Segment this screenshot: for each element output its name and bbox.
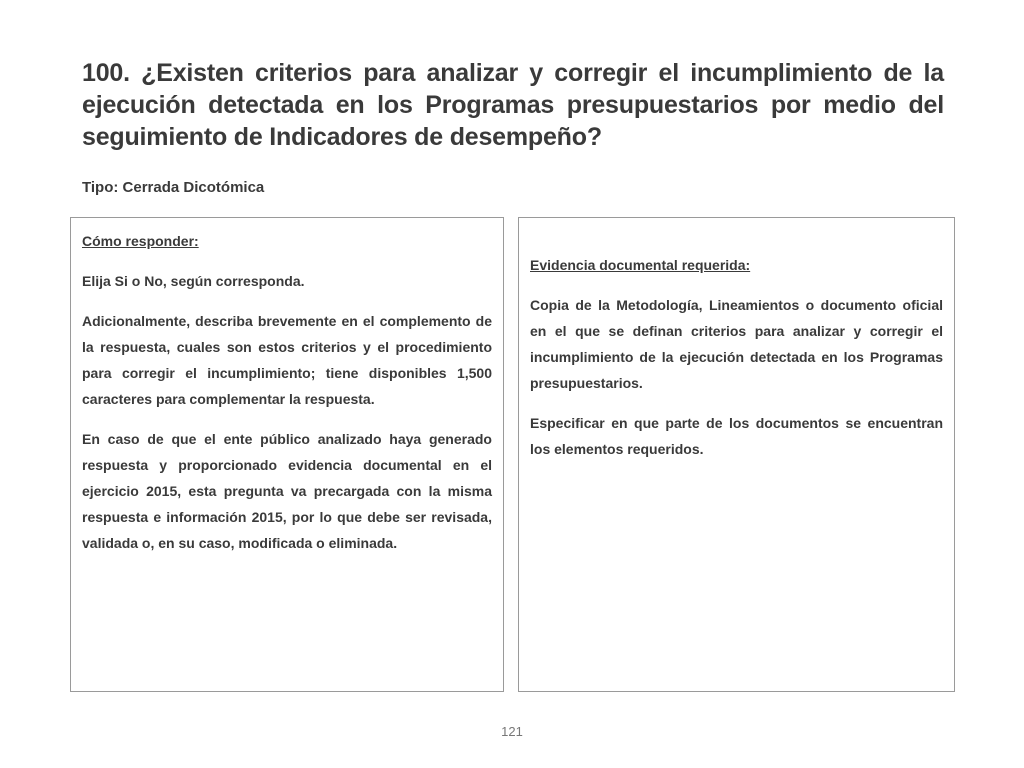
question-title: 100. ¿Existen criterios para analizar y corregir el incumplimiento de la ejecución detectada en los Programas presupuestarios por medio del seguimiento de Indicadores de desempeño? bbox=[82, 59, 944, 151]
required-evidence-paragraph: Copia de la Metodología, Lineamientos o documento oficial en el que se definan criterios para analizar y corregir el incumplimiento de la ejecución detectada en los Programas presupuestarios. bbox=[530, 297, 943, 391]
required-evidence-paragraph: Especificar en que parte de los documentos se encuentran los elementos requeridos. bbox=[530, 415, 943, 457]
required-evidence-panel bbox=[518, 217, 955, 692]
how-to-answer-paragraph: En caso de que el ente público analizado haya generado respuesta y proporcionado evidencia documental en el ejercicio 2015, esta pregunta va precargada con la misma respuesta e información 2015, por lo que debe ser revisada, validada o, en su caso, modificada o eliminada. bbox=[82, 431, 492, 551]
question-type: Tipo: Cerrada Dicotómica bbox=[82, 179, 265, 196]
how-to-answer-heading: Cómo responder: bbox=[82, 233, 199, 249]
required-evidence-heading: Evidencia documental requerida: bbox=[530, 257, 751, 273]
how-to-answer-paragraph: Adicionalmente, describa brevemente en el complemento de la respuesta, cuales son estos criterios y el procedimiento para corregir el incumplimiento; tiene disponibles 1,500 caracteres para complementar la respuesta. bbox=[82, 313, 492, 407]
how-to-answer-panel bbox=[70, 217, 504, 692]
page-number: 121 bbox=[501, 724, 523, 739]
how-to-answer-paragraph: Elija Si o No, según corresponda. bbox=[82, 273, 305, 289]
